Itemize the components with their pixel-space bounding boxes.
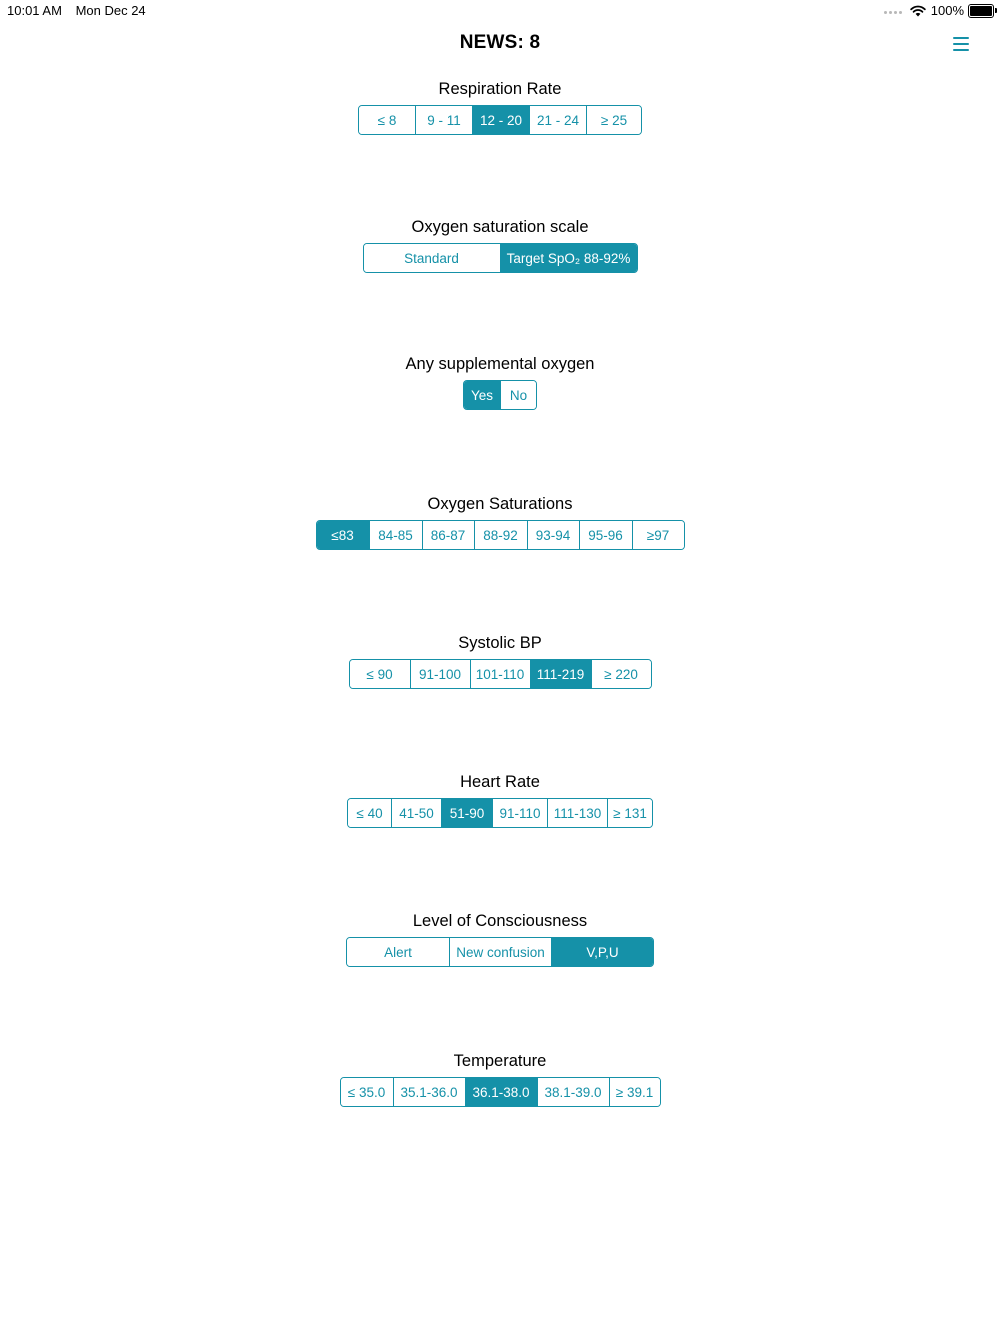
supplemental-oxygen-control[interactable]	[463, 380, 537, 410]
status-left	[7, 3, 146, 18]
status-bar	[0, 0, 1000, 22]
oxygen-scale-control[interactable]	[363, 243, 638, 273]
consciousness-section	[0, 911, 1000, 967]
oxygen-saturations-section	[0, 494, 1000, 550]
respiration-rate-section	[0, 79, 1000, 135]
respiration-rate-control[interactable]	[358, 105, 642, 135]
heart-rate-section	[0, 772, 1000, 828]
segment-consciousness-alert[interactable]: Alert	[347, 938, 449, 966]
segment-consciousness-new-confusion[interactable]: New confusion	[449, 938, 551, 966]
segment-temperature-38-1-39-0[interactable]: 38.1-39.0	[537, 1078, 609, 1106]
segment-heart-rate-le-40[interactable]: ≤ 40	[348, 799, 391, 827]
segment-respiration-9-11[interactable]: 9 - 11	[415, 106, 472, 134]
segment-heart-rate-91-110[interactable]: 91-110	[492, 799, 547, 827]
respiration-rate-label: Respiration Rate	[438, 80, 562, 98]
cellular-signal-icon	[884, 11, 902, 14]
segment-respiration-12-20[interactable]: 12 - 20	[472, 106, 529, 134]
temperature-section	[0, 1051, 1000, 1107]
consciousness-label: Level of Consciousness	[412, 912, 588, 930]
segment-temperature-36-1-38-0[interactable]: 36.1-38.0	[465, 1078, 537, 1106]
status-right	[884, 3, 994, 18]
systolic-bp-section	[0, 633, 1000, 689]
systolic-bp-control[interactable]	[349, 659, 652, 689]
oxygen-saturations-label: Oxygen Saturations	[427, 495, 573, 513]
segment-o2-sats-86-87[interactable]: 86-87	[422, 521, 474, 549]
battery-icon	[968, 4, 994, 18]
segment-temperature-le-35-0[interactable]: ≤ 35.0	[341, 1078, 393, 1106]
status-date: Mon Dec 24	[75, 3, 146, 18]
segment-temperature-ge-39-1[interactable]: ≥ 39.1	[609, 1078, 660, 1106]
segment-o2-sats-84-85[interactable]: 84-85	[369, 521, 422, 549]
systolic-bp-label: Systolic BP	[458, 634, 542, 652]
segment-systolic-bp-111-219[interactable]: 111-219	[530, 660, 591, 688]
segment-supplemental-o2-yes[interactable]: Yes	[464, 381, 500, 409]
segment-respiration-ge-25[interactable]: ≥ 25	[586, 106, 641, 134]
segment-systolic-bp-ge-220[interactable]: ≥ 220	[591, 660, 651, 688]
segment-heart-rate-ge-131[interactable]: ≥ 131	[607, 799, 652, 827]
battery-fill	[970, 6, 992, 16]
status-time: 10:01 AM	[7, 3, 62, 18]
segment-heart-rate-111-130[interactable]: 111-130	[547, 799, 607, 827]
segment-respiration-le-8[interactable]: ≤ 8	[359, 106, 415, 134]
segment-heart-rate-51-90[interactable]: 51-90	[441, 799, 492, 827]
segment-supplemental-o2-no[interactable]: No	[500, 381, 536, 409]
consciousness-control[interactable]	[346, 937, 654, 967]
segment-o2-sats-93-94[interactable]: 93-94	[527, 521, 579, 549]
temperature-label: Temperature	[453, 1052, 547, 1070]
temperature-control[interactable]	[340, 1077, 661, 1107]
heart-rate-control[interactable]	[347, 798, 653, 828]
segment-o2-sats-le-83[interactable]: ≤83	[317, 521, 369, 549]
segment-o2-scale-standard[interactable]: Standard	[364, 244, 500, 272]
segment-systolic-bp-101-110[interactable]: 101-110	[470, 660, 530, 688]
segment-o2-sats-95-96[interactable]: 95-96	[579, 521, 632, 549]
segment-temperature-35-1-36-0[interactable]: 35.1-36.0	[393, 1078, 465, 1106]
segment-o2-scale-target-spo2-88-92pct[interactable]: Target SpO₂ 88-92%	[500, 244, 637, 272]
oxygen-saturations-control[interactable]	[316, 520, 685, 550]
oxygen-scale-label: Oxygen saturation scale	[411, 218, 589, 236]
battery-percent: 100%	[930, 3, 964, 18]
wifi-icon	[910, 5, 926, 17]
oxygen-scale-section	[0, 217, 1000, 273]
heart-rate-label: Heart Rate	[460, 773, 540, 791]
segment-systolic-bp-le-90[interactable]: ≤ 90	[350, 660, 410, 688]
menu-icon[interactable]	[953, 37, 969, 51]
segment-o2-sats-88-92[interactable]: 88-92	[474, 521, 527, 549]
supplemental-oxygen-label: Any supplemental oxygen	[405, 355, 595, 373]
supplemental-oxygen-section	[0, 354, 1000, 410]
segment-o2-sats-ge-97[interactable]: ≥97	[632, 521, 684, 549]
segment-consciousness-v-p-u[interactable]: V,P,U	[551, 938, 653, 966]
segment-respiration-21-24[interactable]: 21 - 24	[529, 106, 586, 134]
segment-systolic-bp-91-100[interactable]: 91-100	[410, 660, 470, 688]
page-title: NEWS: 8	[459, 32, 541, 53]
segment-heart-rate-41-50[interactable]: 41-50	[391, 799, 441, 827]
